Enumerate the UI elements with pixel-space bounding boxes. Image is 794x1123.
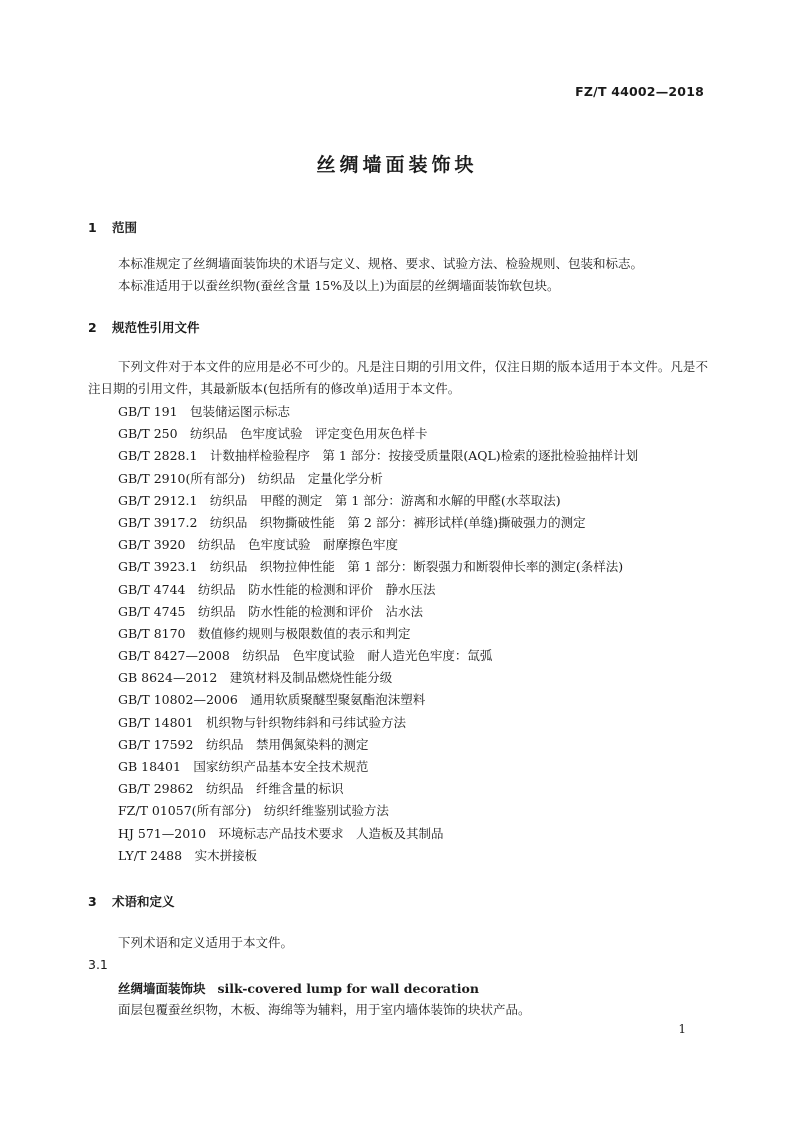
term-entry: [118, 979, 479, 997]
reference-item: GB 8624—2012 建筑材料及制品燃烧性能分级: [118, 670, 393, 686]
reference-item: GB/T 2912.1 纺织品 甲醛的测定 第 1 部分：游离和水解的甲醛(水萃取法): [118, 492, 561, 508]
reference-item: GB/T 250 纺织品 色牢度试验 评定变色用灰色样卡: [118, 426, 428, 442]
section-title: 范围: [112, 220, 138, 235]
clause-number: 3.1: [88, 957, 108, 972]
reference-item: HJ 571—2010 环境标志产品技术要求 人造板及其制品: [118, 825, 444, 841]
section-3-heading: [88, 892, 175, 910]
terms-intro: 下列术语和定义适用于本文件。: [118, 935, 294, 950]
reference-item: GB/T 3920 纺织品 色牢度试验 耐摩擦色牢度: [118, 537, 399, 553]
reference-item: GB/T 14801 机织物与针织物纬斜和弓纬试验方法: [118, 714, 406, 730]
section-1-heading: [88, 218, 137, 236]
reference-item: GB/T 8427—2008 纺织品 色牢度试验 耐人造光色牢度：氙弧: [118, 648, 493, 664]
document-title: 丝绸墙面装饰块: [316, 154, 478, 176]
reference-item: FZ/T 01057(所有部分) 纺织纤维鉴别试验方法: [118, 803, 389, 819]
reference-item: GB/T 17592 纺织品 禁用偶氮染料的测定: [118, 736, 369, 752]
reference-item: GB/T 8170 数值修约规则与极限数值的表示和判定: [118, 625, 411, 641]
reference-item: GB/T 29862 纺织品 纤维含量的标识: [118, 781, 344, 797]
scope-paragraph-1: 本标准规定了丝绸墙面装饰块的术语与定义、规格、要求、试验方法、检验规则、包装和标志。: [118, 256, 644, 271]
reference-item: GB/T 4744 纺织品 防水性能的检测和评价 静水压法: [118, 581, 436, 597]
reference-item: GB/T 3917.2 纺织品 织物撕破性能 第 2 部分：裤形试样(单缝)撕破强力的测定: [118, 514, 586, 530]
reference-item: LY/T 2488 实木拼接板: [118, 847, 258, 863]
reference-item: GB/T 10802—2006 通用软质聚醚型聚氨酯泡沫塑料: [118, 692, 426, 708]
scope-paragraph-2: 本标准适用于以蚕丝织物(蚕丝含量 15%及以上)为面层的丝绸墙面装饰软包块。: [118, 278, 560, 293]
reference-item: GB/T 4745 纺织品 防水性能的检测和评价 沾水法: [118, 603, 424, 619]
page-number: 1: [678, 1022, 686, 1036]
section-title: 术语和定义: [112, 894, 175, 909]
normative-references-list: [118, 401, 638, 867]
section-title: 规范性引用文件: [112, 320, 200, 335]
section-number: 1: [88, 220, 97, 235]
term-definition: 面层包覆蚕丝织物，木板、海绵等为辅料，用于室内墙体装饰的块状产品。: [118, 1002, 531, 1017]
reference-item: GB 18401 国家纺织产品基本安全技术规范: [118, 759, 369, 774]
section-number: 2: [88, 320, 97, 335]
standard-code: FZ/T 44002—2018: [575, 84, 704, 99]
section-number: 3: [88, 894, 97, 909]
references-intro: 下列文件对于本文件的应用是必不可少的。凡是注日期的引用文件，仅注日期的版本适用于本文件。凡是不注日期的引用文件，其最新版本(包括所有的修改单)适用于本文件。: [88, 359, 708, 396]
reference-item: GB/T 191 包装储运图示标志: [118, 404, 291, 419]
reference-item: GB/T 2828.1 计数抽样检验程序 第 1 部分：按接受质量限(AQL)检索的逐批检验抽样计划: [118, 448, 639, 464]
section-2-heading: [88, 318, 200, 336]
term-chinese: 丝绸墙面装饰块: [118, 981, 206, 996]
reference-item: GB/T 2910(所有部分) 纺织品 定量化学分析: [118, 470, 383, 486]
term-english: silk-covered lump for wall decoration: [217, 981, 479, 996]
reference-item: GB/T 3923.1 纺织品 织物拉伸性能 第 1 部分：断裂强力和断裂伸长率的测定(条样法): [118, 559, 624, 575]
